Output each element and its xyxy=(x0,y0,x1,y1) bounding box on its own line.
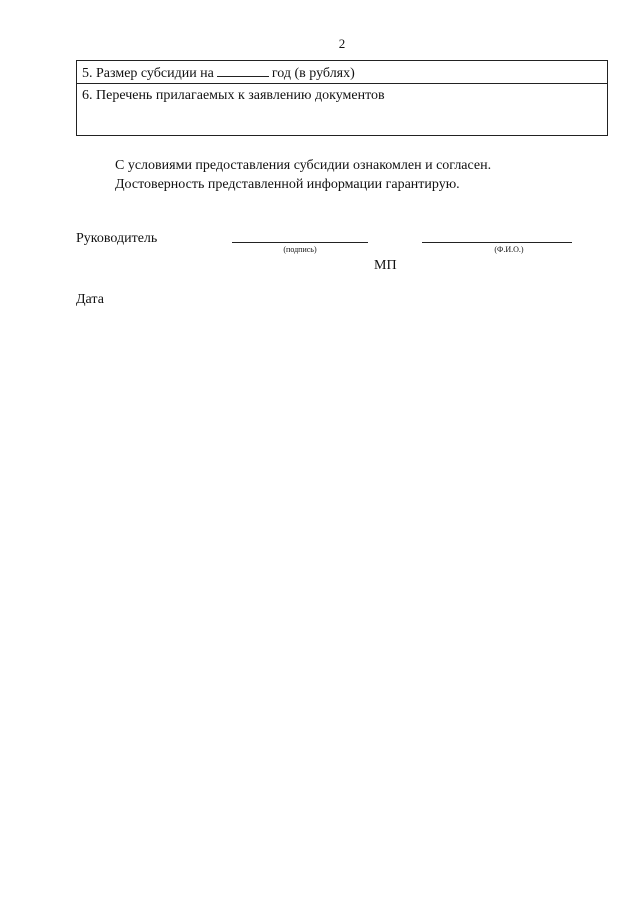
documents-list-row xyxy=(77,84,607,135)
signature-line[interactable] xyxy=(232,242,368,243)
date-label: Дата xyxy=(76,292,104,307)
agreement-statement xyxy=(115,156,491,194)
fio-line[interactable] xyxy=(422,242,572,243)
year-blank-field[interactable] xyxy=(217,64,269,77)
stamp-label: МП xyxy=(374,258,397,273)
guarantee-line: Достоверность представленной информации гарантирую. xyxy=(115,177,460,192)
page-number: 2 xyxy=(338,36,346,51)
subsidy-amount-row xyxy=(77,61,607,84)
subsidy-amount-prefix: 5. Размер субсидии на xyxy=(82,66,214,81)
documents-list-label: 6. Перечень прилагаемых к заявлению документов xyxy=(82,88,385,103)
form-table xyxy=(76,60,608,136)
agreement-line: С условиями предоставления субсидии ознакомлен и согласен. xyxy=(115,158,492,173)
fio-caption: (Ф.И.О.) xyxy=(494,245,524,254)
signature-caption: (подпись) xyxy=(283,245,317,254)
signer-label: Руководитель xyxy=(76,231,158,246)
subsidy-amount-suffix: год (в рублях) xyxy=(271,66,355,81)
